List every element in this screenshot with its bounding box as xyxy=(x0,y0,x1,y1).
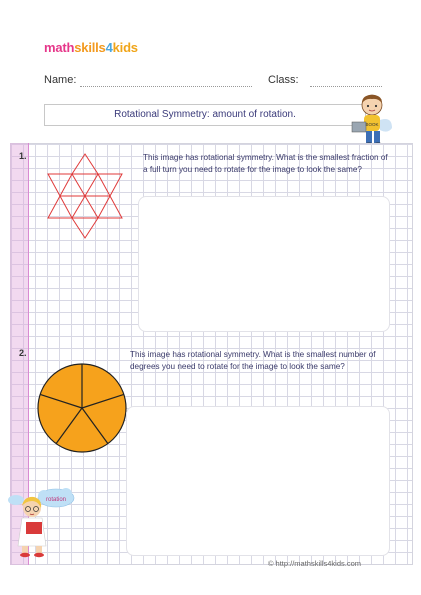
class-label: Class: xyxy=(268,74,299,86)
girl-reading-illustration xyxy=(6,484,86,560)
logo-part-kids: kids xyxy=(112,40,138,55)
worksheet-title: Rotational Symmetry: amount of rotation. xyxy=(44,104,366,126)
question-1-number: 1. xyxy=(19,151,27,161)
divided-circle-figure xyxy=(36,362,128,454)
logo-part-math: math xyxy=(44,40,75,55)
question-2-number: 2. xyxy=(19,348,27,358)
site-logo xyxy=(44,40,138,55)
boy-with-laptop-illustration xyxy=(348,92,394,150)
logo-part-4: 4 xyxy=(105,40,113,55)
footer-url: © http://mathskills4kids.com xyxy=(267,559,361,568)
girl-cloud-label: rotation xyxy=(45,497,67,503)
name-label: Name: xyxy=(44,74,77,86)
name-field[interactable] xyxy=(80,86,252,87)
star-of-david-figure xyxy=(40,152,130,240)
class-field[interactable] xyxy=(310,86,382,87)
question-1-text: This image has rotational symmetry. What is the smallest fraction of a full turn you need to rotate for the image to look the same? xyxy=(143,153,388,174)
question-1-answer-box[interactable] xyxy=(138,196,390,332)
question-2-text: This image has rotational symmetry. What is the smallest number of degrees you need to rotate for the image to look the same? xyxy=(130,350,376,371)
boy-book-label: BOOK xyxy=(365,122,379,127)
logo-part-skills: skills xyxy=(74,40,106,55)
question-2-answer-box[interactable] xyxy=(126,406,390,556)
